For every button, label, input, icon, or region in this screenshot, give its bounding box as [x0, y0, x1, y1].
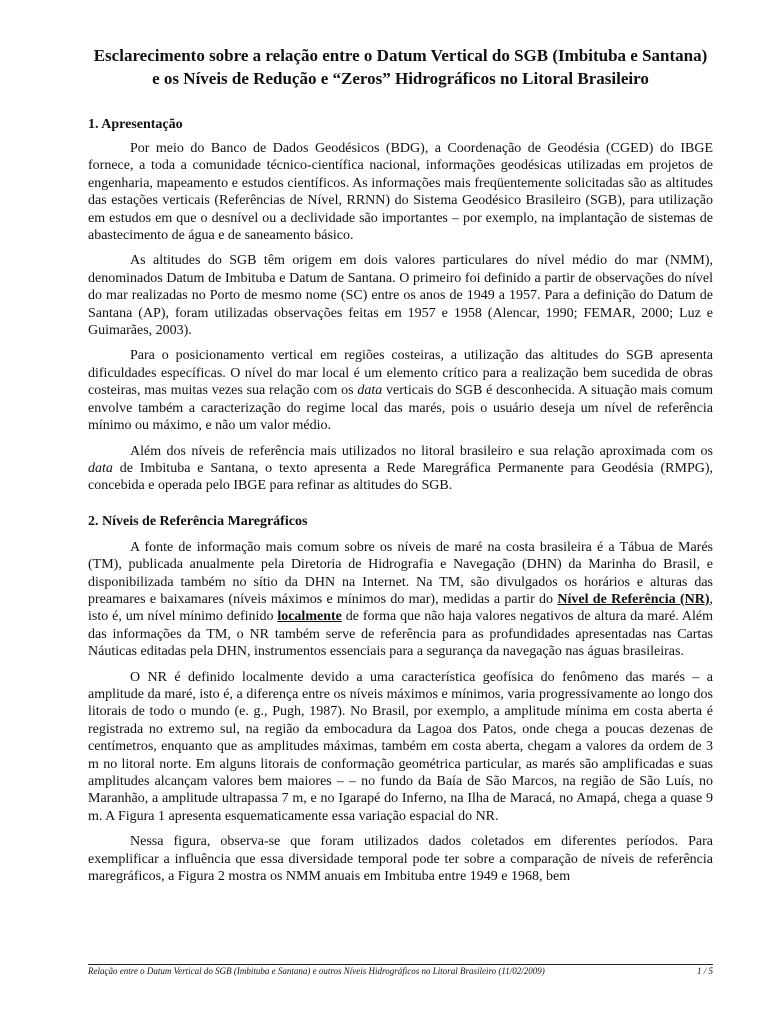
- page-footer: [88, 964, 713, 976]
- section-heading-niveis-referencia: 2. Níveis de Referência Maregráficos: [88, 513, 308, 529]
- paragraph: Por meio do Banco de Dados Geodésicos (BDG), a Coordenação de Geodésia (CGED) do IBGE fornece, a toda a comunidade técnico-científica nacional, informações geodésicas utilizadas em projetos de engenharia, mapeamento e estudos científicos. As informações mais freqüentemente solicitadas são as altitudes das estações verticais (Referências de Nível, RRNN) do Sistema Geodésico Brasileiro (SGB), para utilização em estudos em que o desnível ou a declividade são importantes – por exemplo, na implantação de sistemas de abastecimento de água e de saneamento básico.: [88, 141, 713, 244]
- paragraph: Nessa figura, observa-se que foram utilizados dados coletados em diferentes períodos. Para exemplificar a influência que essa diversidade temporal pode ter sobre a comparação de níveis de referência maregráficos, a Figura 2 mostra os NMM anuais em Imbituba entre 1949 e 1968, bem: [88, 834, 713, 885]
- italic-term: data: [357, 383, 383, 399]
- paragraph: O NR é definido localmente devido a uma característica geofísica do fenômeno das marés – a amplitude da maré, isto é, a diferença entre os níveis máximos e mínimos, varia progressivamente ao longo dos litorais de todo o mundo (e. g., Pugh, 1987). No Brasil, por exemplo, a amplitude mínima em costa aberta é registrada no extremo sul, na região da embocadura da Lagoa dos Patos, onde chega a poucas dezenas de centímetros, enquanto que as amplitudes máximas, também em costa aberta, chegam a valores da ordem de 3 m no litoral norte. Em alguns litorais de conformação geométrica particular, as marés são amplificadas e suas amplitudes alcançam valores bem maiores – – no fundo da Baía de São Marcos, na região de São Luís, no Maranhão, a amplitude ultrapassa 7 m, e no Igarapé do Inferno, na Ilha de Maracá, no Amapá, chega a quase 9 m. A Figura 1 apresenta esquematicamente essa variação espacial do NR.: [88, 669, 713, 824]
- text-run: , isto é, um nível mínimo definido: [88, 591, 713, 625]
- text-run: de forma que não haja valores negativos de altura da maré. Além das informações da TM, o NR também serve de referência para as profundidades apresentadas nas Cartas Náuticas editadas pela DHN, instrumentos essenciais para a segurança da navegação nas águas brasileiras.: [88, 609, 713, 660]
- paragraph: [88, 539, 713, 661]
- text-run: Para o posicionamento vertical em regiões costeiras, a utilização das altitudes do SGB apresenta dificuldades específicas. O nível do mar local é um elemento crítico para a realização bem sucedida de obras costeiras, mas muitas vezes sua relação com os: [88, 348, 713, 399]
- section-heading-apresentacao: 1. Apresentação: [88, 117, 183, 132]
- paragraph: As altitudes do SGB têm origem em dois valores particulares do nível médio do mar (NMM), denominados Datum de Imbituba e Datum de Santana. O primeiro foi definido a partir de observações do nível do mar realizadas no Porto de mesmo nome (SC) entre os anos de 1949 a 1957. Para a definição do Datum de Santana (AP), foram utilizadas observações feitas em 1957 e 1958 (Alencar, 1990; FEMAR, 2000; Luz e Guimarães, 2003).: [88, 253, 713, 339]
- text-run: A fonte de informação mais comum sobre os níveis de maré na costa brasileira é a Tábua de Marés (TM), publicada anualmente pela Diretoria de Hidrografia e Navegação (DHN) da Marinha do Brasil, e disponibilizada também no sítio da DHN na Internet. Na TM, são divulgados os horários e alturas das preamares e baixamares (níveis máximos e mínimos do mar), medidas a partir do: [88, 539, 713, 607]
- footer-text: Relação entre o Datum Vertical do SGB (Imbituba e Santana) e outros Níveis Hidrográficos no Litoral Brasileiro (11/02/2009): [88, 966, 545, 976]
- document-page: [88, 44, 713, 893]
- page-number: 1 / 5: [696, 966, 713, 976]
- nivel-referencia-term: Nível de Referência (NR): [557, 591, 710, 607]
- text-run: verticais do SGB é desconhecida. A situação mais comum envolve também a caracterização do regime local das marés, pois o usuário deseja um nível de referência mínimo ou máximo, e não um valor médio.: [88, 383, 713, 434]
- text-run: Além dos níveis de referência mais utilizados no litoral brasileiro e sua relação aproximada com os: [130, 443, 713, 459]
- document-title: Esclarecimento sobre a relação entre o Datum Vertical do SGB (Imbituba e Santana) e os Níveis de Redução e “Zeros” Hidrográficos no Litoral Brasileiro: [93, 46, 708, 88]
- paragraph: [88, 443, 713, 495]
- italic-term: data: [88, 460, 113, 476]
- text-run: de Imbituba e Santana, o texto apresenta a Rede Maregráfica Permanente para Geodésia (RMPG), concebida e operada pelo IBGE para refinar as altitudes do SGB.: [88, 460, 713, 494]
- paragraph: [88, 347, 713, 434]
- localmente-term: localmente: [277, 609, 342, 625]
